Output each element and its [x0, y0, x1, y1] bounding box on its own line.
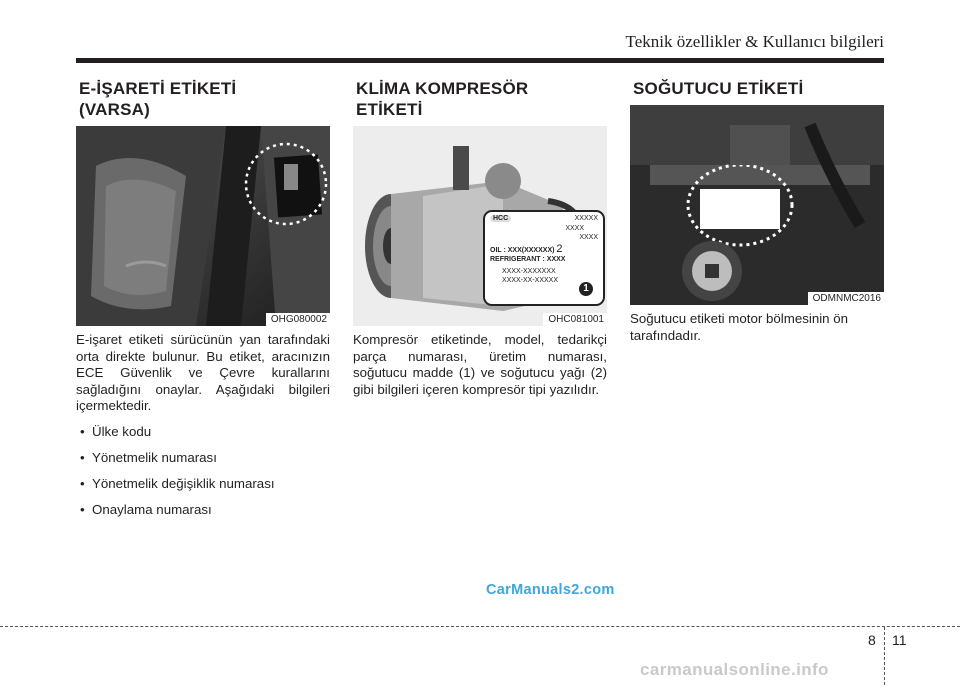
brand-badge: HCC	[490, 215, 511, 222]
site-watermark: carmanualsonline.info	[640, 660, 829, 679]
label-line: XXXX-XXXXXXX	[502, 267, 556, 275]
compressor-photo	[353, 126, 607, 326]
engine-bay-photo	[630, 105, 884, 305]
callout-2: 2	[556, 242, 563, 255]
e-mark-photo	[76, 126, 330, 326]
label-line: XXXX	[565, 224, 584, 232]
refrigerant-line: REFRIGERANT : XXXX	[490, 256, 566, 263]
section-heading: E-İŞARETİ ETİKETİ (VARSA)	[79, 79, 237, 119]
list-item: • Ülke kodu	[80, 423, 152, 439]
label-line: XXXX	[579, 234, 598, 241]
section-ac-compressor-label	[353, 78, 607, 398]
label-line: XXXXX	[574, 215, 598, 222]
watermark-link[interactable]: CarManuals2.com	[486, 582, 615, 598]
label-line: XXXX-XX-XXXXX	[502, 277, 559, 284]
page-number: 11	[892, 632, 907, 648]
info-list	[76, 424, 330, 518]
image-code: OHC081001	[543, 313, 607, 326]
running-header: Teknik özellikler & Kullanıcı bilgileri	[625, 32, 884, 51]
section-heading: KLİMA KOMPRESÖR ETİKETİ	[356, 79, 529, 119]
image-code: OHG080002	[266, 313, 330, 326]
chapter-number: 8	[868, 632, 876, 648]
list-item: • Yönetmelik değişiklik numarası	[80, 475, 275, 491]
callout-1: 1	[579, 282, 593, 296]
section-e-mark-label	[76, 78, 330, 528]
header-rule	[76, 58, 884, 63]
oil-line: OIL : XXX(XXXXXX)	[490, 246, 555, 254]
section-paragraph: E-işaret etiketi sürücünün yan tarafındaki orta direkte bulunur. Bu etiket, aracınızın ECE Güvenlik ve Çevre kurallarını sağladığını onaylar. Aşağıdaki bilgileri içermektedir.	[76, 332, 330, 413]
image-code: ODMNMC2016	[808, 292, 884, 305]
section-paragraph: Soğutucu etiketi motor bölmesinin ön tarafındadır.	[630, 311, 849, 343]
engine-bay-illustration	[630, 105, 884, 305]
list-item: • Onaylama numarası	[80, 501, 212, 517]
section-heading: SOĞUTUCU ETİKETİ	[633, 79, 804, 98]
page-separator	[884, 627, 885, 685]
door-pillar-illustration	[76, 126, 330, 326]
section-refrigerant-label	[630, 78, 884, 344]
list-item: • Yönetmelik numarası	[80, 449, 217, 465]
label-text-block	[490, 214, 598, 286]
footer-rule	[0, 626, 960, 627]
section-paragraph: Kompresör etiketinde, model, tedarikçi parça numarası, üretim numarası, soğutucu madde (1) ve soğutucu yağı (2) gibi bilgileri içeren kompresör tipi yazılıdır.	[353, 332, 607, 397]
